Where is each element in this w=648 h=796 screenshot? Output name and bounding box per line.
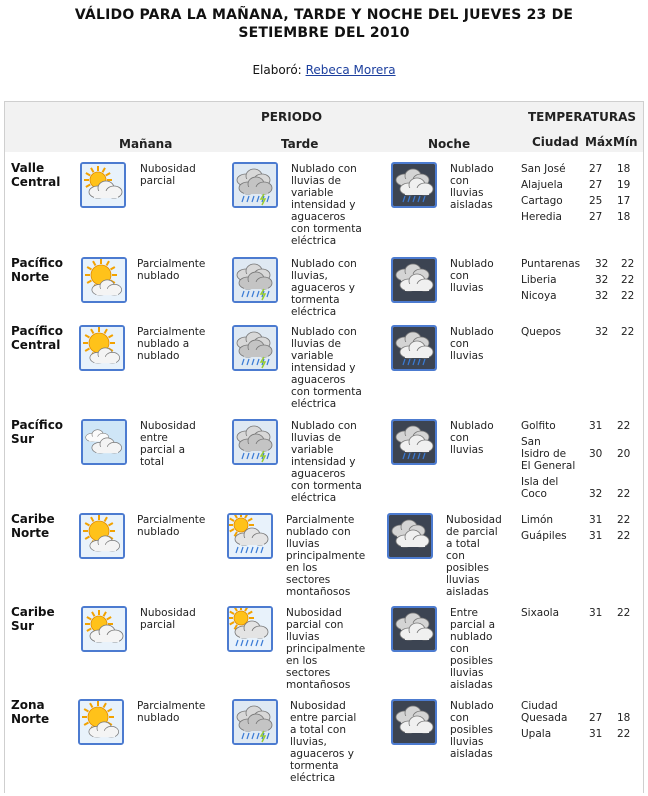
forecast-manana-text [137,258,205,282]
partly-cloudy-icon [80,162,126,208]
night-cloud-icon [387,513,433,559]
city-name-line: Liberia [521,274,557,286]
min-temp: 22 [617,530,631,542]
forecast-noche-text-line: lluvias [450,282,484,294]
forecast-noche-text [450,163,494,211]
city-name-line: Isidro de [521,448,567,460]
forecast-tarde-text-line: lluvias [286,538,320,550]
city-name [521,195,563,207]
city-name [521,274,557,286]
city-name [521,420,556,432]
max-temp: 27 [589,179,603,191]
city-name-line: Quesada [521,712,568,724]
rain-thunder-icon [232,325,278,371]
forecast-noche-text-line: Entre [450,607,478,619]
ciudad-header: Ciudad [532,135,579,149]
forecast-tarde-text-line: en los [286,655,318,667]
min-temp: 22 [621,326,635,338]
forecast-tarde-text-line: con tormenta [291,480,362,492]
sunny-cloud-icon [79,325,125,371]
min-temp: 22 [621,274,635,286]
forecast-tarde-text-line: lluvias, [290,736,327,748]
forecast-noche-text-line: con [450,643,469,655]
city-name-line: Isla del [521,476,559,488]
city-name-line: Guápiles [521,530,567,542]
region-name [11,324,63,352]
max-temp: 27 [589,712,603,724]
forecast-noche-text-line: nublado [450,631,493,643]
city-name-line: Ciudad [521,700,558,712]
city-name-line: Golfito [521,420,556,432]
min-temp: 22 [617,420,631,432]
forecast-noche-text-line: con [446,550,465,562]
forecast-table [4,101,644,793]
forecast-tarde-text [291,420,362,504]
forecast-tarde-text-line: montañosos [286,679,351,691]
forecast-tarde-text-line: montañosos [286,586,351,598]
city-name-line: San [521,436,541,448]
city-name [521,290,557,302]
forecast-tarde-text-line: variable [291,350,334,362]
max-temp: 32 [589,488,603,500]
forecast-noche-text-line: Nublado [450,700,494,712]
temperaturas-header: TEMPERATURAS [528,110,637,124]
forecast-tarde-text-line: parcial con [286,619,344,631]
forecast-tarde-text-line: eléctrica [290,772,336,784]
city-name-line: Limón [521,514,554,526]
forecast-tarde-text-line: intensidad y [291,456,356,468]
forecast-tarde-text-line: tormenta [291,294,340,306]
city-name-line: Alajuela [521,179,563,191]
forecast-tarde-text-line: intensidad y [291,362,356,374]
region-name-line: Pacífico [11,324,64,338]
forecast-manana-text [140,163,196,187]
forecast-tarde-text-line: aguaceros [291,374,346,386]
forecast-manana-text-line: entre [140,432,168,444]
max-temp: 31 [589,514,603,526]
city-name-line: Cartago [521,195,563,207]
forecast-manana-text-line: nublado [137,270,180,282]
min-temp: 17 [617,195,631,207]
region-name-line: Sur [11,619,35,633]
max-temp: 32 [595,274,609,286]
forecast-tarde-text-line: Nublado con [291,163,357,175]
region-name-line: Caribe [11,605,55,619]
forecast-noche-text [450,258,494,294]
region-name [11,512,55,540]
min-temp: 22 [617,488,631,500]
cloudy-sky-icon [81,419,127,465]
night-rain-icon [391,325,437,371]
city-name-line: Quepos [521,326,561,338]
forecast-tarde-text [291,326,362,410]
region-name [11,161,60,189]
forecast-tarde-text-line: a total con [290,724,346,736]
author-line [0,63,648,77]
city-name [521,700,567,724]
forecast-manana-text-line: Nubosidad [140,420,196,432]
forecast-noche-text-line: con [450,175,469,187]
forecast-noche-text [450,700,494,760]
forecast-noche-text-line: Nublado [450,326,494,338]
forecast-noche-text-line: lluvias [450,736,484,748]
forecast-manana-text-line: nublado [137,350,180,362]
noche-header: Noche [428,137,471,151]
forecast-noche-text-line: lluvias [446,574,480,586]
author-link[interactable]: Rebeca Morera [305,63,396,77]
region-name [11,418,63,446]
forecast-tarde-text-line: aguaceros y [291,282,355,294]
city-name [521,476,558,500]
forecast-tarde-text [291,258,357,318]
forecast-noche-text [450,326,494,362]
forecast-tarde-text-line: aguaceros [291,468,346,480]
city-name-line: Nicoya [521,290,557,302]
forecast-noche-text-line: con [450,270,469,282]
region-name-line: Sur [11,432,35,446]
night-cloud-icon [391,699,437,745]
forecast-tarde-text-line: aguaceros [291,211,346,223]
forecast-noche-text-line: aisladas [446,586,489,598]
max-header: Máx [585,135,613,149]
forecast-tarde-text-line: principalmente [286,550,366,562]
city-name-line: Coco [521,488,547,500]
forecast-noche-text-line: aisladas [450,199,493,211]
max-temp: 31 [589,530,603,542]
forecast-noche-text-line: lluvias [450,350,484,362]
forecast-noche-text-line: lluvias [450,444,484,456]
forecast-noche-text-line: aisladas [450,679,493,691]
forecast-tarde-text-line: lluvias de [291,338,341,350]
max-temp: 32 [595,326,609,338]
forecast-tarde-text-line: aguaceros y [290,748,354,760]
forecast-tarde-text-line: eléctrica [291,235,337,247]
forecast-tarde-text-line: en los [286,562,318,574]
forecast-manana-text [137,326,205,362]
max-temp: 32 [595,258,609,270]
title-line-2: SETIEMBRE DEL 2010 [238,25,410,41]
forecast-manana-text-line: Parcialmente [137,700,206,712]
forecast-noche-text-line: aisladas [450,748,493,760]
forecast-noche-text-line: posibles [450,655,493,667]
sunny-cloud-icon [79,513,125,559]
sun-rain-icon [227,513,273,559]
city-name [521,211,562,223]
partly-cloudy-icon [81,606,127,652]
region-name-line: Pacífico [11,418,64,432]
min-temp: 18 [617,163,631,175]
forecast-tarde-text-line: entre parcial [290,712,357,724]
max-temp: 27 [589,163,603,175]
forecast-noche-text-line: Nubosidad [446,514,502,526]
rain-thunder-icon [232,699,278,745]
forecast-tarde-text [291,163,362,247]
forecast-tarde-text-line: con tormenta [291,386,362,398]
forecast-manana-text-line: Parcialmente [137,326,206,338]
forecast-manana-text-line: Nubosidad [140,163,196,175]
city-name [521,530,567,542]
forecast-manana-text [137,700,205,724]
city-name-line: Heredia [521,211,562,223]
forecast-noche-text [450,420,494,456]
city-name [521,258,580,270]
min-temp: 22 [621,290,635,302]
forecast-noche-text [446,514,502,598]
min-header: Mín [613,135,638,149]
forecast-tarde-text [286,607,365,691]
forecast-manana-text [140,607,196,631]
sun-rain-icon [227,606,273,652]
forecast-noche-text-line: Nublado [450,163,494,175]
city-name [521,607,559,619]
region-name-line: Pacífico [11,256,64,270]
min-temp: 22 [617,514,631,526]
forecast-tarde-text-line: nublado con [286,526,351,538]
max-temp: 31 [589,607,603,619]
forecast-manana-text-line: parcial [140,175,176,187]
sunny-cloud-icon [78,699,124,745]
forecast-noche-text-line: con [450,712,469,724]
forecast-manana-text-line: Parcialmente [137,514,206,526]
min-temp: 22 [617,607,631,619]
region-name [11,605,55,633]
rain-thunder-icon [232,162,278,208]
forecast-tarde-text-line: sectores [286,667,331,679]
max-temp: 32 [595,290,609,302]
region-name-line: Norte [11,270,50,284]
forecast-tarde-text-line: lluvias de [291,175,341,187]
city-name-line: El General [521,460,576,472]
region-name-line: Valle [11,161,45,175]
city-name [521,326,561,338]
forecast-noche-text-line: lluvias [450,667,484,679]
region-name [11,698,49,726]
forecast-tarde-text-line: principalmente [286,643,366,655]
city-name-line: San José [521,163,566,175]
forecast-noche-text-line: posibles [446,562,489,574]
max-temp: 27 [589,211,603,223]
forecast-tarde-text-line: Nubosidad [290,700,346,712]
night-rain-icon [391,162,437,208]
sunny-cloud-icon [81,257,127,303]
forecast-noche-text-line: Nublado [450,258,494,270]
manana-header: Mañana [119,137,173,151]
forecast-noche-text-line: parcial a [450,619,495,631]
city-name [521,163,566,175]
forecast-tarde-text-line: Nublado con [291,420,357,432]
forecast-tarde-text-line: lluvias de [291,432,341,444]
forecast-manana-text-line: Nubosidad [140,607,196,619]
forecast-manana-text-line: nublado a [137,338,190,350]
city-name-line: Upala [521,728,552,740]
city-name-line: Puntarenas [521,258,581,270]
forecast-manana-text-line: Parcialmente [137,258,206,270]
forecast-tarde-text-line: variable [291,444,334,456]
forecast-tarde-text-line: tormenta [290,760,339,772]
region-name-line: Central [11,175,61,189]
max-temp: 25 [589,195,603,207]
forecast-tarde-text-line: Nublado con [291,258,357,270]
min-temp: 22 [617,728,631,740]
city-name [521,728,551,740]
city-name-line: Sixaola [521,607,560,619]
region-name-line: Norte [11,526,50,540]
max-temp: 30 [589,448,603,460]
forecast-noche-text-line: posibles [450,724,493,736]
forecast-tarde-text [290,700,356,784]
forecast-tarde-text-line: eléctrica [291,306,337,318]
min-temp: 19 [617,179,631,191]
forecast-tarde-text-line: lluvias, [291,270,328,282]
forecast-manana-text [140,420,196,468]
night-cloud-icon [391,257,437,303]
forecast-noche-text-line: de parcial [446,526,498,538]
forecast-manana-text [137,514,205,538]
max-temp: 31 [589,728,603,740]
night-cloud-icon [391,606,437,652]
region-name-line: Caribe [11,512,55,526]
city-name [521,436,575,472]
forecast-noche-text-line: a total [446,538,480,550]
forecast-tarde-text [286,514,365,598]
page-title [0,6,648,42]
tarde-header: Tarde [281,137,319,151]
forecast-tarde-text-line: Nubosidad [286,607,342,619]
forecast-noche-text-line: lluvias [450,187,484,199]
min-temp: 22 [621,258,635,270]
forecast-tarde-text-line: sectores [286,574,331,586]
forecast-manana-text-line: parcial [140,619,176,631]
region-name-line: Norte [11,712,50,726]
forecast-noche-text-line: Nublado [450,420,494,432]
forecast-noche-text-line: con [450,432,469,444]
min-temp: 20 [617,448,631,460]
rain-thunder-icon [232,419,278,465]
night-rain-icon [391,419,437,465]
region-name-line: Zona [11,698,45,712]
forecast-tarde-text-line: lluvias [286,631,320,643]
forecast-noche-text [450,607,495,691]
forecast-tarde-text-line: eléctrica [291,492,337,504]
region-name [11,256,63,284]
region-name-line: Central [11,338,61,352]
city-name [521,514,553,526]
forecast-noche-text-line: con [450,338,469,350]
forecast-tarde-text-line: variable [291,187,334,199]
forecast-manana-text-line: total [140,456,165,468]
forecast-manana-text-line: nublado [137,712,180,724]
city-name [521,179,563,191]
forecast-tarde-text-line: eléctrica [291,398,337,410]
forecast-manana-text-line: parcial a [140,444,185,456]
min-temp: 18 [617,211,631,223]
author-label: Elaboró: [252,63,302,77]
title-line-1: VÁLIDO PARA LA MAÑANA, TARDE Y NOCHE DEL JUEVES 23 DE [74,7,574,23]
forecast-tarde-text-line: Parcialmente [286,514,355,526]
periodo-header: PERIODO [261,110,323,124]
forecast-tarde-text-line: intensidad y [291,199,356,211]
forecast-tarde-text-line: con tormenta [291,223,362,235]
rain-thunder-icon [232,257,278,303]
min-temp: 18 [617,712,631,724]
forecast-manana-text-line: nublado [137,526,180,538]
forecast-tarde-text-line: Nublado con [291,326,357,338]
max-temp: 31 [589,420,603,432]
